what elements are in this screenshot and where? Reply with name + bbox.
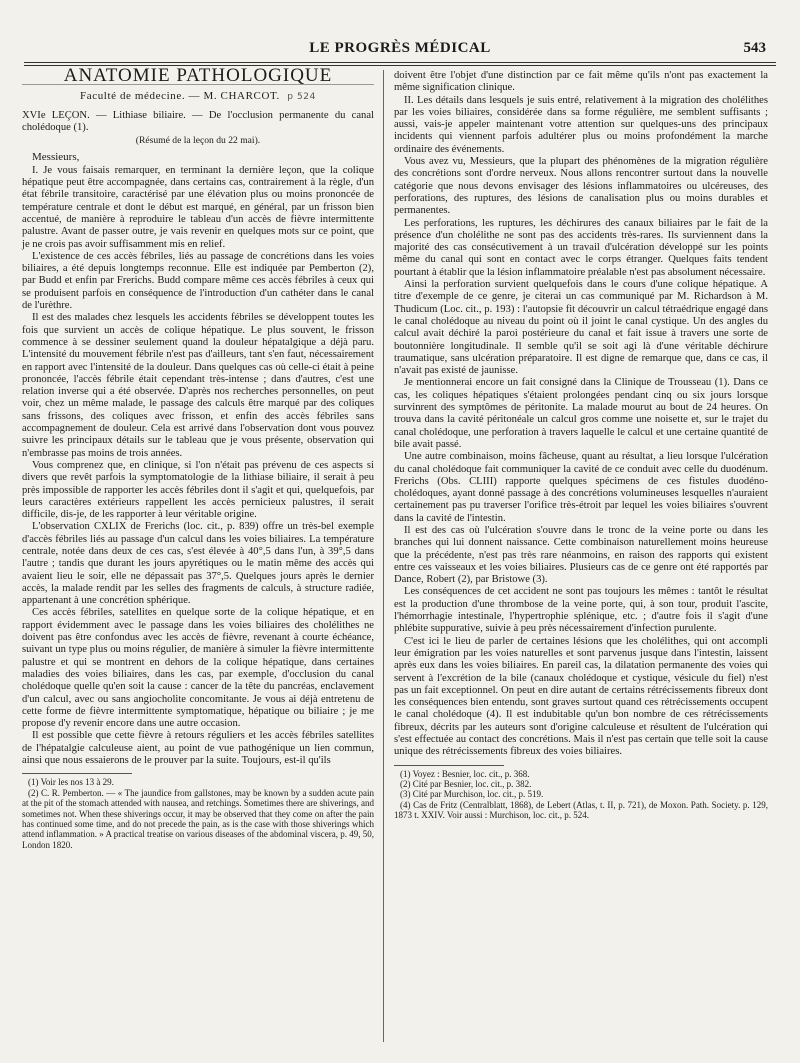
paragraph: Il est des cas où l'ulcération s'ouvre dans le tronc de la veine porte ou dans les branches qui lui donnent naissance. Cette combinaison naturellement moins heureuse que la précédente, n'est pas très rare néanmoins, en raison des rapports qui existent entre ces vaisseaux et les voies biliaires. Plusieurs cas de ce genre ont été rapportés par Dance, Robert (2), par Bristowe (3). xyxy=(394,524,768,586)
paragraph: L'existence de ces accès fébriles, liés au passage de concrétions dans les voies biliaires, a été depuis longtemps reconnue. Elle est indiquée par Pemberton (2), par Budd et enfin par Frerichs. Budd compare même ces accès fébriles à ceux qui se produisent parfois en conséquence de l'introduction d'un cathéter dans le canal de l'urèthre. xyxy=(22,250,374,312)
handwritten-note: p 524 xyxy=(287,92,316,103)
paragraph: Il est des malades chez lesquels les accidents fébriles se développent toutes les fois que survient un accès de colique hépatique. Le plus souvent, le frisson commence à se dessiner seulement quand la douleur hépatalgique a déjà paru. L'intensité du mouvement fébrile n'est pas d'ailleurs, tant s'en faut, nécessairement en rapport avec l'intensité de la douleur. Dans quelques cas où celle-ci était à peine prononcée, l'accès fébrile était cependant très-intense ; dans d'autres, c'est une relation inverse qui a été observée. D'après nos recherches personnelles, on peut voir, chez un même malade, le passage des calculs être marqué par des coliques sans frissons, des coliques avec frisson, et enfin des accès fébriles sans accompagnement de douleur. Cela est arrivé dans l'observation dont vous pouvez suivre les principaux détails sur le tableau que je vous présente, observation qui n'embrasse pas moins de trois années. xyxy=(22,312,374,459)
lecture-title: XVIe LEÇON. — Lithiase biliaire. — De l'occlusion permanente du canal cholédoque (1). xyxy=(22,109,374,133)
footnotes xyxy=(394,769,768,821)
footnote-rule xyxy=(394,765,504,766)
paragraph: Les perforations, les ruptures, les déchirures des canaux biliaires par le fait de la présence d'un cholélithe ne sont pas des accidents très-rares. Ils surviennent dans la majorité des cas consécutivement à un travail d'ulcération développé sur les points même du canal qui sont en contact avec le corps étranger. Quelques faits tendent pourtant à établir que la lésion inflammatoire préalable n'est pas absolument nécessaire. xyxy=(394,217,768,278)
footnote: (3) Cité par Murchison, loc. cit., p. 519. xyxy=(400,789,544,800)
paragraph: doivent être l'objet d'une distinction par ce fait même qu'ils n'ont pas exactement la même signification clinique. xyxy=(394,70,768,94)
column-divider xyxy=(383,70,384,1042)
footnote: (1) Voyez : Besnier, loc. cit., p. 368. xyxy=(400,768,530,779)
footnotes xyxy=(22,777,374,850)
left-column xyxy=(22,65,374,850)
footnote: (1) Voir les nos 13 à 29. xyxy=(28,777,114,788)
paragraph: Ainsi la perforation survient quelquefois dans le cours d'une colique hépatique. A titre d'exemple de ce genre, je citerai un cas communiqué par M. Richardson à M. Thudicum (Loc. cit., p. 193) : l'autopsie fit découvrir un calcul tétraédrique engagé dans le canal cholédoque au niveau du point où il joint le canal cystique. Un des angles du calcul avait déchiré la paroi postérieure du canal et fait issue à travers une sorte de boutonnière longitudinale. Il semble qu'il se soit agi là d'une véritable déchirure traumatique, sans ulcération préparatoire. Il est digne de remarque que, dans ce cas, il n'avait pas existé de jaunisse. xyxy=(394,279,768,377)
right-column xyxy=(394,70,768,821)
paragraph: Je mentionnerai encore un fait consigné dans la Clinique de Trousseau (1). Dans ce cas, les coliques hépatiques s'étaient prolongées pendant cinq ou six jours lorsque survinrent des symptômes de péritonite. La malade mourut au bout de 24 heures. On trouva dans la cavité péritonéale un calcul gros comme une noisette et, sur le trajet du canal cholédoque, une perforation à travers laquelle le calcul et une certaine quantité de bile avait passé. xyxy=(394,377,768,450)
salutation: Messieurs, xyxy=(32,151,80,164)
paragraph: I. Je vous faisais remarquer, en terminant la dernière leçon, que la colique hépatique peut être accompagnée, dans certains cas, contrairement à la règle, d'un état fébrile transitoire, caractérisé par une élévation plus ou moins prononcée de température centrale et dont le début est marqué, en général, par un frisson bien accentué, de manière à reproduire le tableau d'un accès de fièvre intermittente palustre. Avant de passer outre, je vais revenir en quelques mots sur ce point, que je ne crois pas avoir suffisamment mis en relief. xyxy=(22,164,374,250)
lecture-summary-date: (Résumé de la leçon du 22 mai). xyxy=(135,135,261,147)
footnote: (2) Cité par Besnier, loc. cit., p. 382. xyxy=(400,779,532,790)
header-rule xyxy=(24,62,776,63)
paragraph: Il est possible que cette fièvre à retours réguliers et les accès fébriles satellites de l'hépatalgie calculeuse aient, au point de vue pathogénique un lien commun, ainsi que nous essaierons de le prouver par la suite. Toujours, est-il qu'ils xyxy=(22,730,374,767)
paragraph: Vous avez vu, Messieurs, que la plupart des phénomènes de la migration régulière des concrétions sont d'ordre nerveux. Nous allons rencontrer surtout dans la nouvelle catégorie que nous devons envisager des lésions inflammatoires ou ulcéreuses, des perforations, des ruptures, des lésions de canalisation plus ou moins durables et permanentes. xyxy=(394,156,768,217)
section-title: ANATOMIE PATHOLOGIQUE xyxy=(22,70,374,85)
journal-title: LE PROGRÈS MÉDICAL xyxy=(309,40,491,56)
footnote: (4) Cas de Fritz (Centralblatt, 1868), de Lebert (Atlas, t. II, p. 721), de Moxon. Path. Society. p. 129, 1873 t. XXIV. Voir aussi : Murchison, loc. cit., p. 524. xyxy=(394,799,768,821)
paragraph: Vous comprenez que, en clinique, si l'on n'était pas prévenu de ces aspects si divers que revêt parfois la symptomatologie de la lithiase biliaire, il serait à peu près impossible de rapporter les accès fébriles dont il s'agit et qui, quelquefois, par leurs caractères extérieurs rappellent les accès pernicieux palustres, il serait difficile, dis-je, de les rapporter à leur véritable origine. xyxy=(22,459,374,521)
footnote-rule xyxy=(22,773,132,774)
running-header xyxy=(24,40,776,62)
page-number: 543 xyxy=(743,40,766,56)
paragraph: Ces accès fébriles, satellites en quelque sorte de la colique hépatique, et en rapport évidemment avec le passage dans les voies biliaires des cholélithes ne doivent pas être confondus avec les accès de fièvre, revenant à courte échéance, suivant un type plus ou moins régulier, de manière à simuler la fièvre intermittente palustre et qui se montrent en dehors de la colique hépatique, dans certaines maladies des voies biliaires, dans les cas, par exemple, d'occlusion du canal cholédoque quelle qu'en soit la cause : cancer de la tête du pancréas, enclavement d'un calcul, avec ou sans angiocholite concomitante. Je vous ai déjà entretenu de cette forme de fièvre intermittente symptomatique, hépatique ou biliaire ; je me propose d'y revenir encore dans une autre occasion. xyxy=(22,607,374,730)
paragraph: II. Les détails dans lesquels je suis entré, relativement à la migration des cholélithes par les voies biliaires, considérée dans sa forme régulière, me semblent suffisants ; aussi, vais-je appeler maintenant votre attention sur quelques-uns des principaux incidents qui viennent parfois adultérer plus ou moins profondément la marche ordinaire des événements. xyxy=(394,94,768,155)
paragraph: Les conséquences de cet accident ne sont pas toujours les mêmes : tantôt le résultat est la production d'une thrombose de la veine porte, qui, à son tour, produit l'ascite, l'hémorrhagie intestinale, l'hypertrophie splénique, etc. ; d'autre fois il s'agit d'une phlébite suppurative, suivie à peu près nécessairement d'infection purulente. xyxy=(394,586,768,635)
paragraph: Une autre combinaison, moins fâcheuse, quant au résultat, a lieu lorsque l'ulcération du canal cholédoque fait communiquer la cavité de ce conduit avec celle du duodénum. Frerichs (Obs. CLIII) rapporte quelques spécimens de ces fistules duodéno-cholédoques, ayant donné passage à des concrétions volumineuses lesquelles n'auraient certainement pas pu traverser l'orifice très-étroit par lequel les voies biliaires s'ouvrent dans la cavité de l'intestin. xyxy=(394,451,768,524)
paragraph: C'est ici le lieu de parler de certaines lésions que les cholélithes, qui ont accompli leur émigration par les voies naturelles et sont parvenus jusque dans l'intestin, laissent après eux dans les voies biliaires. En pareil cas, la dilatation permanente des voies qui servent à l'excrétion de la bile (canaux cholédoque et cystique, vésicule du fiel) n'est pas un fait exceptionnel. On peut en dire autant de certains rétrécissements fibreux dont les conséquences bien entendu, sont graves surtout quand ces rétrécissements occupent le canal cholédoque (4). Il est indubitable qu'un bon nombre de ces rétrécissements fibreux, décrits par les auteurs sont d'origine calculeuse et résultent de l'ulcération qui s'est effectuée au contact des concrétions. Mais il n'est pas certain que telle soit la cause unique des rétrécissements fibreux des voies biliaires. xyxy=(394,635,768,758)
faculty-text: Faculté de médecine. — M. CHARCOT. xyxy=(80,90,280,103)
faculty-line xyxy=(22,90,374,103)
footnote: (2) C. R. Pemberton. — « The jaundice from gallstones, may be known by a sudden acute pain at the pit of the stomach attended with nausea, and retchings. Sometimes there are shiverings, and sometimes not. When these shiverings occur, it may be observed that they come on after the pain has continued some time, and do not precede the pain, as is the case with those shiverings which attend inflammation. » A practical treatise on various diseases of the abdominal viscera, p. 49, 50, London 1820. xyxy=(22,787,374,850)
paragraph: L'observation CXLIX de Frerichs (loc. cit., p. 839) offre un très-bel exemple d'accès fébriles liés au passage d'un calcul dans les voies biliaires. La température centrale, notée dans deux de ces cas, s'est élevée à 40°,5 dans l'un, à 39°,5 dans l'autre ; tandis que durant les jours apyrétiques ou le matin même des accès qui avaient lieu le soir, elle ne dépassait pas 37°,5. Quelques jours après le dernier accès, la malade rendit par les selles des fragments de calculs, à structure radiée, appartenant à une concrétion sphérique. xyxy=(22,521,374,607)
